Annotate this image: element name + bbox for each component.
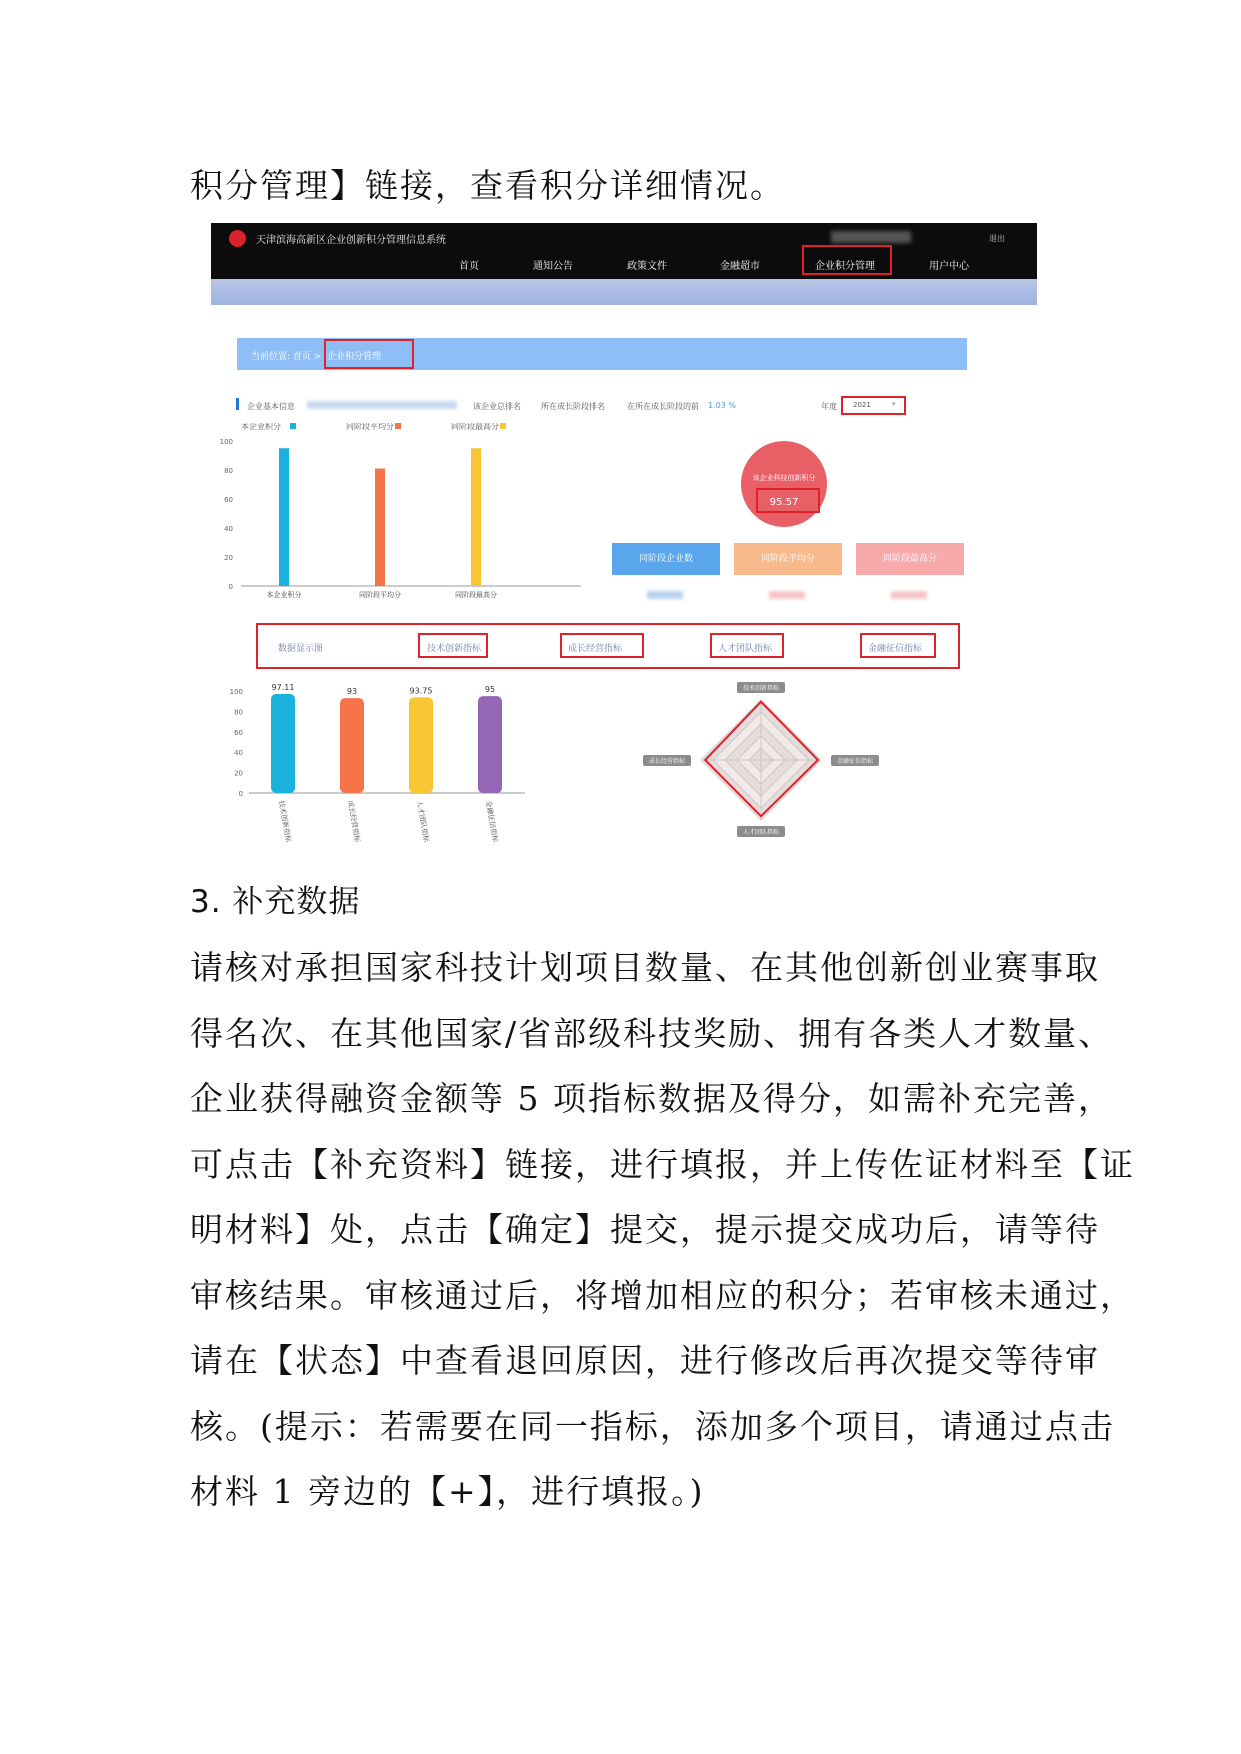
chevron-down-icon: ▾ <box>892 400 896 408</box>
score-circle <box>741 441 827 527</box>
breadcrumb-current: 企业积分管理 <box>327 352 382 362</box>
x-tick-label: 技术创新指标 <box>277 799 293 843</box>
tab-highlight-3 <box>710 633 784 658</box>
data-label: 97.11 <box>271 682 295 692</box>
nav-policy[interactable]: 政策文件 <box>627 261 667 272</box>
x-tick-label: 金融征信指标 <box>484 799 500 843</box>
y-tick-label: 20 <box>234 769 243 778</box>
y-tick-label: 20 <box>224 554 233 562</box>
score-circle-value: 95.57 <box>769 497 799 508</box>
section-title: 3. 补充数据 <box>190 884 361 920</box>
bar <box>271 694 295 793</box>
body-line: 材料 1 旁边的【+】，进行填报。) <box>190 1472 705 1511</box>
legend-swatch <box>500 423 506 429</box>
tab-highlight-1 <box>418 633 488 658</box>
breadcrumb-highlight-box <box>324 339 414 369</box>
y-tick-label: 100 <box>219 438 233 446</box>
bar <box>279 448 289 586</box>
section-marker <box>236 398 239 410</box>
tab-growth-operation[interactable]: 成长经营指标 <box>568 644 623 654</box>
body-line: 请核对承担国家科技计划项目数量、在其他创新创业赛事取 <box>190 948 1100 987</box>
y-tick-label: 0 <box>228 583 233 591</box>
tab-highlight-2 <box>560 633 644 658</box>
nav-user-center[interactable]: 用户中心 <box>929 261 969 272</box>
nav-finance[interactable]: 金融超市 <box>720 261 760 272</box>
panel-stage-average: 同阶段平均分 <box>734 543 842 575</box>
x-tick-label: 同阶段平均分 <box>359 591 401 599</box>
nav-points-management[interactable]: 企业积分管理 <box>815 261 875 272</box>
system-screenshot <box>211 223 1037 863</box>
data-label: 93.75 <box>409 686 433 696</box>
legend-label: 本企业积分 <box>241 423 281 431</box>
score-highlight-box <box>756 488 820 513</box>
radar-axis-label: 人才团队指标 <box>742 829 780 836</box>
bar <box>478 696 502 793</box>
stage-top-value: 1.03 % <box>708 401 736 410</box>
y-tick-label: 100 <box>229 688 243 696</box>
y-tick-label: 80 <box>224 467 233 475</box>
stage-max-blurred <box>891 591 927 599</box>
radar-axis-label: 技术创新指标 <box>742 685 780 692</box>
system-logo-icon <box>229 230 246 247</box>
bar <box>409 697 433 793</box>
year-select[interactable] <box>841 396 906 415</box>
x-tick-label: 人才团队指标 <box>415 799 431 843</box>
legend-label: 同阶段平均分 <box>346 423 394 431</box>
indicator-bar-chart <box>211 671 591 863</box>
info-label: 企业基本信息 <box>247 402 295 411</box>
x-tick-label: 本企业积分 <box>266 591 302 599</box>
user-name-blurred <box>831 231 911 243</box>
system-title: 天津滨海高新区企业创新积分管理信息系统 <box>256 235 446 246</box>
radar-axis-label: 金融征信指标 <box>836 758 874 765</box>
radar-axis-label: 成长经营指标 <box>648 758 686 765</box>
breadcrumb-prefix[interactable]: 当前位置: 首页 > <box>251 352 322 362</box>
y-tick-label: 40 <box>234 749 243 758</box>
legend-label: 同阶段最高分 <box>451 423 499 431</box>
year-label: 年度 <box>821 402 837 411</box>
data-label: 95 <box>484 685 496 695</box>
body-line: 得名次、在其他国家/省部级科技奖励、拥有各类人才数量、 <box>190 1013 1114 1053</box>
logout-link[interactable]: 退出 <box>989 234 1005 243</box>
y-tick-label: 60 <box>234 728 243 737</box>
stage-average-blurred <box>769 591 805 599</box>
banner-strip <box>211 279 1037 305</box>
panel-stage-max: 同阶段最高分 <box>856 543 964 575</box>
bar <box>375 469 385 586</box>
tab-tech-innovation[interactable]: 技术创新指标 <box>427 644 482 654</box>
body-line: 可点击【补充资料】链接，进行填报，并上传佐证材料至【证 <box>190 1144 1135 1184</box>
data-label: 93 <box>346 687 358 697</box>
indicator-radar-chart <box>641 678 881 858</box>
company-name-blurred <box>307 401 457 409</box>
rank-label: 该企业总排名 <box>473 402 521 411</box>
legend-swatch <box>290 423 296 429</box>
stage-rank-label: 所在成长阶段排名 <box>541 402 605 411</box>
x-tick-label: 成长经营指标 <box>346 799 362 843</box>
nav-highlight-box <box>802 245 892 275</box>
body-line: 明材料】处，点击【确定】提交，提示提交成功后，请等待 <box>190 1210 1100 1249</box>
score-circle-label: 该企业科技创新积分 <box>752 474 816 482</box>
tab-finance-credit[interactable]: 金融征信指标 <box>868 644 923 654</box>
panel-stage-count: 同阶段企业数 <box>612 543 720 575</box>
intro-text: 积分管理】链接，查看积分详细情况。 <box>190 166 785 205</box>
body-line: 企业获得融资金额等 5 项指标数据及得分，如需补充完善， <box>190 1079 1113 1118</box>
nav-home[interactable]: 首页 <box>459 261 479 272</box>
comparison-bar-chart <box>211 423 591 633</box>
body-line: 审核结果。审核通过后，将增加相应的积分；若审核未通过， <box>190 1275 1135 1315</box>
stage-count-blurred <box>647 591 683 599</box>
body-line: 核。(提示：若需要在同一指标，添加多个项目，请通过点击 <box>190 1406 1115 1446</box>
y-tick-label: 0 <box>238 790 243 798</box>
body-line: 请在【状态】中查看退回原因，进行修改后再次提交等待审 <box>190 1341 1100 1380</box>
legend-swatch <box>395 423 401 429</box>
y-tick-label: 40 <box>224 525 233 533</box>
y-tick-label: 80 <box>234 708 243 717</box>
bar <box>340 698 364 793</box>
tab-highlight-4 <box>860 633 936 658</box>
radar-value-area <box>705 702 818 817</box>
body-text <box>190 935 1135 1525</box>
x-tick-label: 同阶段最高分 <box>455 591 497 599</box>
y-tick-label: 60 <box>224 496 233 504</box>
tab-talent-team[interactable]: 人才团队指标 <box>718 644 773 654</box>
tab-data-display[interactable]: 数据显示图 <box>278 644 324 654</box>
bar <box>471 448 481 586</box>
nav-notices[interactable]: 通知公告 <box>533 261 573 272</box>
stage-top-label: 在所在成长阶段的前 <box>627 402 699 411</box>
year-value: 2021 <box>853 401 871 409</box>
